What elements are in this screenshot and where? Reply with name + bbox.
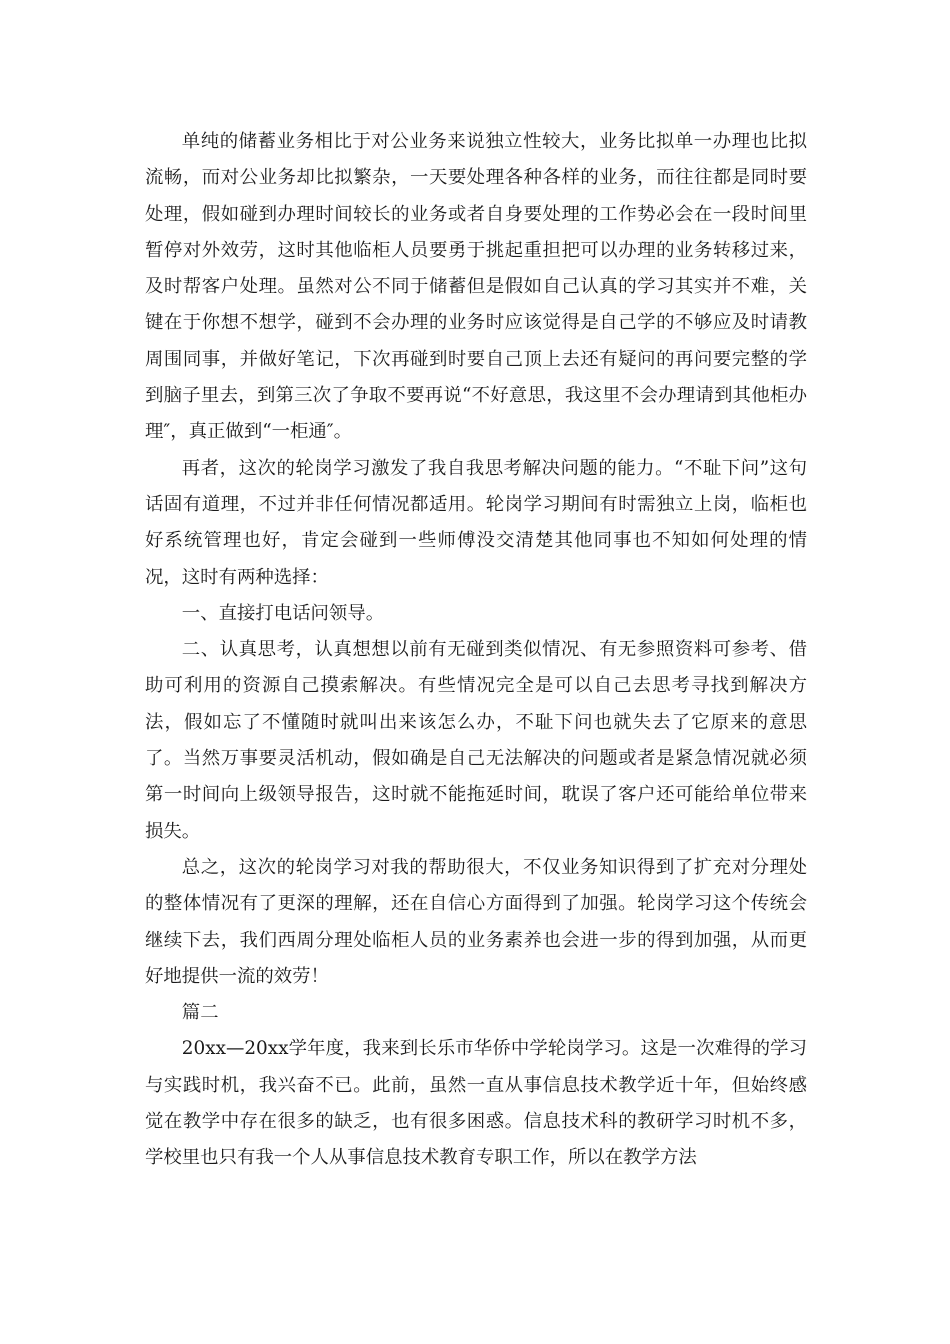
paragraph-3: 一、直接打电话问领导。 [181,602,385,624]
paragraph-6: 20xx—20xx学年度，我来到长乐市华侨中学轮岗学习。这是一次难得的学习与实践时机，我兴奋不已。此前，虽然一直从事信息技术教学近十年，但始终感觉在教学中存在很多的缺乏，也有很多困惑。信息技术科的教研学习时机不多，学校里也只有我一个人从事信息技术教育专职工作，所以在教学方法 [145,1038,807,1169]
paragraph-1: 单纯的储蓄业务相比于对公业务来说独立性较大，业务比拟单一办理也比拟流畅，而对公业务却比拟繁杂，一天要处理各种各样的业务，而往往都是同时要处理，假如碰到办理时间较长的业务或者自身要处理的工作势必会在一段时间里暂停对外效劳，这时其他临柜人员要勇于挑起重担把可以办理的业务转移过来，及时帮客户处理。虽然对公不同于储蓄但是假如自己认真的学习其实并不难，关键在于你想不想学，碰到不会办理的业务时应该觉得是自己学的不够应及时请教周围同事，并做好笔记，下次再碰到时要自己顶上去还有疑问的再问要完整的学到脑子里去，到第三次了争取不要再说“不好意思，我这里不会办理请到其他柜办理″，真正做到“一柜通″。 [145,131,807,443]
paragraph-2: 再者，这次的轮岗学习激发了我自我思考解决问题的能力。“不耻下问”这句话固有道理，不过并非任何情况都适用。轮岗学习期间有时需独立上岗，临柜也好系统管理也好，肯定会碰到一些师傅没交清楚其他同事也不知如何处理的情况，这时有两种选择： [145,457,807,588]
paragraph-4: 二、认真思考，认真想想以前有无碰到类似情况、有无参照资料可参考、借助可利用的资源自己摸索解决。有些情况完全是可以自己去思考寻找到解决方法，假如忘了不懂随时就叫出来该怎么办，不耻下问也就失去了它原来的意思了。当然万事要灵活机动，假如确是自己无法解决的问题或者是紧急情况就必须第一时间向上级领导报告，这时就不能拖延时间，耽误了客户还可能给单位带来损失。 [145,639,807,842]
document-body [145,124,807,1177]
section-heading: 篇二 [181,1002,219,1024]
paragraph-5: 总之，这次的轮岗学习对我的帮助很大，不仅业务知识得到了扩充对分理处的整体情况有了更深的理解，还在自信心方面得到了加强。轮岗学习这个传统会继续下去，我们西周分理处临柜人员的业务素养也会进一步的得到加强，从而更好地提供一流的效劳！ [145,856,807,987]
